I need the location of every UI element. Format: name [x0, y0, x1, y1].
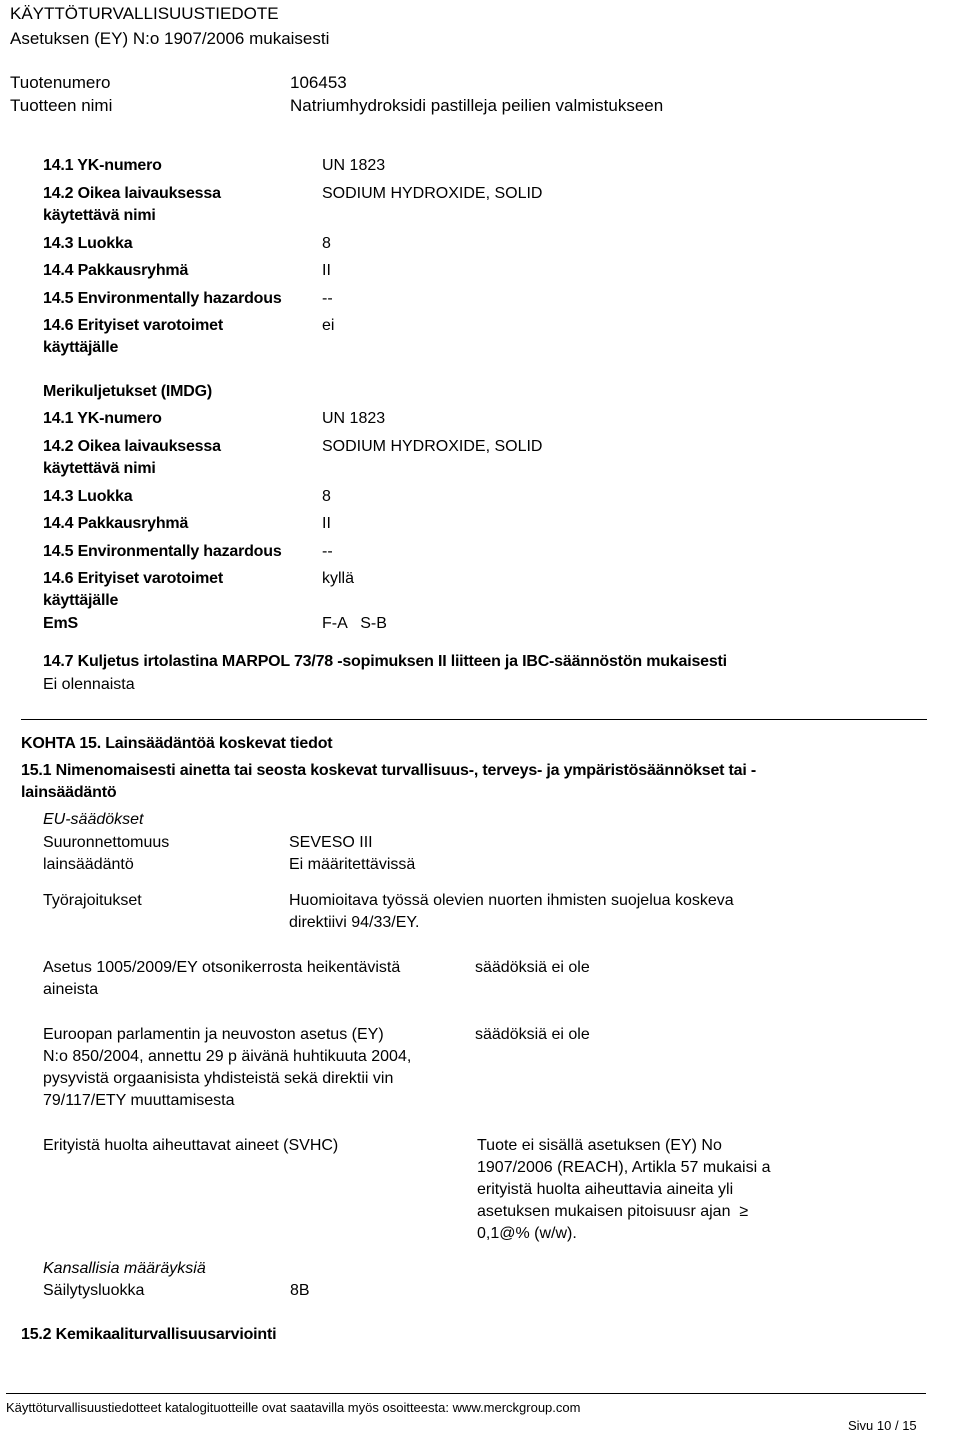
row-label: 14.1 YK-numero [43, 410, 162, 427]
product-name: Natriumhydroksidi pastilleja peilien valmistukseen [290, 96, 664, 115]
row-value: 8 [322, 488, 331, 505]
seveso-value: Ei määritettävissä [289, 856, 416, 873]
seveso-label: Suuronnettomuus [43, 834, 170, 851]
svhc-label: Erityistä huolta aiheuttavat aineet (SVHC) [43, 1137, 339, 1154]
svhc-value: asetuksen mukaisen pitoisuusr ajan ≥ [477, 1203, 749, 1220]
pop-regulation-label: N:o 850/2004, annettu 29 p äivänä huhtikuuta 2004, [43, 1048, 412, 1065]
row-label: 14.2 Oikea laivauksessa [43, 438, 221, 455]
document-subtitle: Asetuksen (EY) N:o 1907/2006 mukaisesti [10, 29, 330, 48]
row-label: käyttäjälle [43, 592, 119, 609]
row-label: 14.4 Pakkausryhmä [43, 262, 189, 279]
section-15-title: KOHTA 15. Lainsäädäntöä koskevat tiedot [21, 735, 333, 752]
row-value: F-A S-B [322, 615, 387, 632]
ozone-regulation-value: säädöksiä ei ole [475, 959, 590, 976]
work-restrictions-label: Työrajoitukset [43, 892, 142, 909]
storage-class-label: Säilytysluokka [43, 1282, 145, 1299]
pop-regulation-label: pysyvistä orgaanisista yhdisteistä sekä direktii vin [43, 1070, 394, 1087]
document-title: KÄYTTÖTURVALLISUUSTIEDOTE [10, 4, 279, 23]
pop-regulation-label: Euroopan parlamentin ja neuvoston asetus (EY) [43, 1026, 384, 1043]
ozone-regulation-label: Asetus 1005/2009/EY otsonikerrosta heikentävistä [43, 959, 401, 976]
pop-regulation-label: 79/117/ETY muuttamisesta [43, 1092, 235, 1109]
product-name-label: Tuotteen nimi [10, 96, 113, 115]
row-value: -- [322, 543, 333, 560]
pop-regulation-value: säädöksiä ei ole [475, 1026, 590, 1043]
row-label: 14.6 Erityiset varotoimet [43, 570, 223, 587]
product-number-label: Tuotenumero [10, 73, 111, 92]
product-number: 106453 [290, 73, 347, 92]
eu-regulations-heading: EU-säädökset [43, 811, 144, 828]
row-value: -- [322, 290, 333, 307]
work-restrictions-value: Huomioitava työssä olevien nuorten ihmisten suojelua koskeva [289, 892, 734, 909]
storage-class-value: 8B [290, 1282, 310, 1299]
page-number: Sivu 10 / 15 [848, 1418, 917, 1433]
ozone-regulation-label: aineista [43, 981, 99, 998]
row-value: SODIUM HYDROXIDE, SOLID [322, 185, 543, 202]
row-label: 14.5 Environmentally hazardous [43, 290, 282, 307]
seveso-label: lainsäädäntö [43, 856, 134, 873]
footer-text: Käyttöturvallisuustiedotteet katalogituotteille ovat saatavilla myös osoitteesta: www.merckgroup.com [6, 1400, 581, 1415]
row-label: 14.4 Pakkausryhmä [43, 515, 189, 532]
seveso-value: SEVESO III [289, 834, 373, 851]
row-label: käyttäjälle [43, 339, 119, 356]
svhc-value: erityistä huolta aiheuttavia aineita yli [477, 1181, 734, 1198]
row-label: 14.3 Luokka [43, 488, 133, 505]
row-label: käytettävä nimi [43, 460, 156, 477]
national-regulations-heading: Kansallisia määräyksiä [43, 1260, 206, 1277]
row-value: II [322, 262, 331, 279]
work-restrictions-value: direktiivi 94/33/EY. [289, 914, 420, 931]
row-label: 14.3 Luokka [43, 235, 133, 252]
row-value: II [322, 515, 331, 532]
footer-divider [6, 1393, 926, 1394]
row-label: 14.1 YK-numero [43, 157, 162, 174]
svhc-value: 0,1@% (w/w). [477, 1225, 577, 1242]
marpol-value: Ei olennaista [43, 676, 135, 693]
svhc-value: 1907/2006 (REACH), Artikla 57 mukaisi a [477, 1159, 771, 1176]
row-value: UN 1823 [322, 157, 386, 174]
subsection-15-1-title: lainsäädäntö [21, 784, 117, 801]
row-label: 14.5 Environmentally hazardous [43, 543, 282, 560]
subsection-15-1-title: 15.1 Nimenomaisesti ainetta tai seosta koskevat turvallisuus-, terveys- ja ympäristösäännökset tai - [21, 762, 756, 779]
row-label: 14.6 Erityiset varotoimet [43, 317, 223, 334]
imdg-title: Merikuljetukset (IMDG) [43, 383, 212, 400]
row-label: käytettävä nimi [43, 207, 156, 224]
row-value: 8 [322, 235, 331, 252]
row-value: UN 1823 [322, 410, 386, 427]
subsection-15-2-title: 15.2 Kemikaaliturvallisuusarviointi [21, 1326, 277, 1343]
row-value: SODIUM HYDROXIDE, SOLID [322, 438, 543, 455]
marpol-title: 14.7 Kuljetus irtolastina MARPOL 73/78 -sopimuksen II liitteen ja IBC-säännöstön mukaisesti [43, 653, 727, 670]
svhc-value: Tuote ei sisällä asetuksen (EY) No [477, 1137, 722, 1154]
row-label: EmS [43, 615, 78, 632]
row-label: 14.2 Oikea laivauksessa [43, 185, 221, 202]
row-value: kyllä [322, 570, 355, 587]
section-divider [21, 719, 927, 720]
row-value: ei [322, 317, 335, 334]
